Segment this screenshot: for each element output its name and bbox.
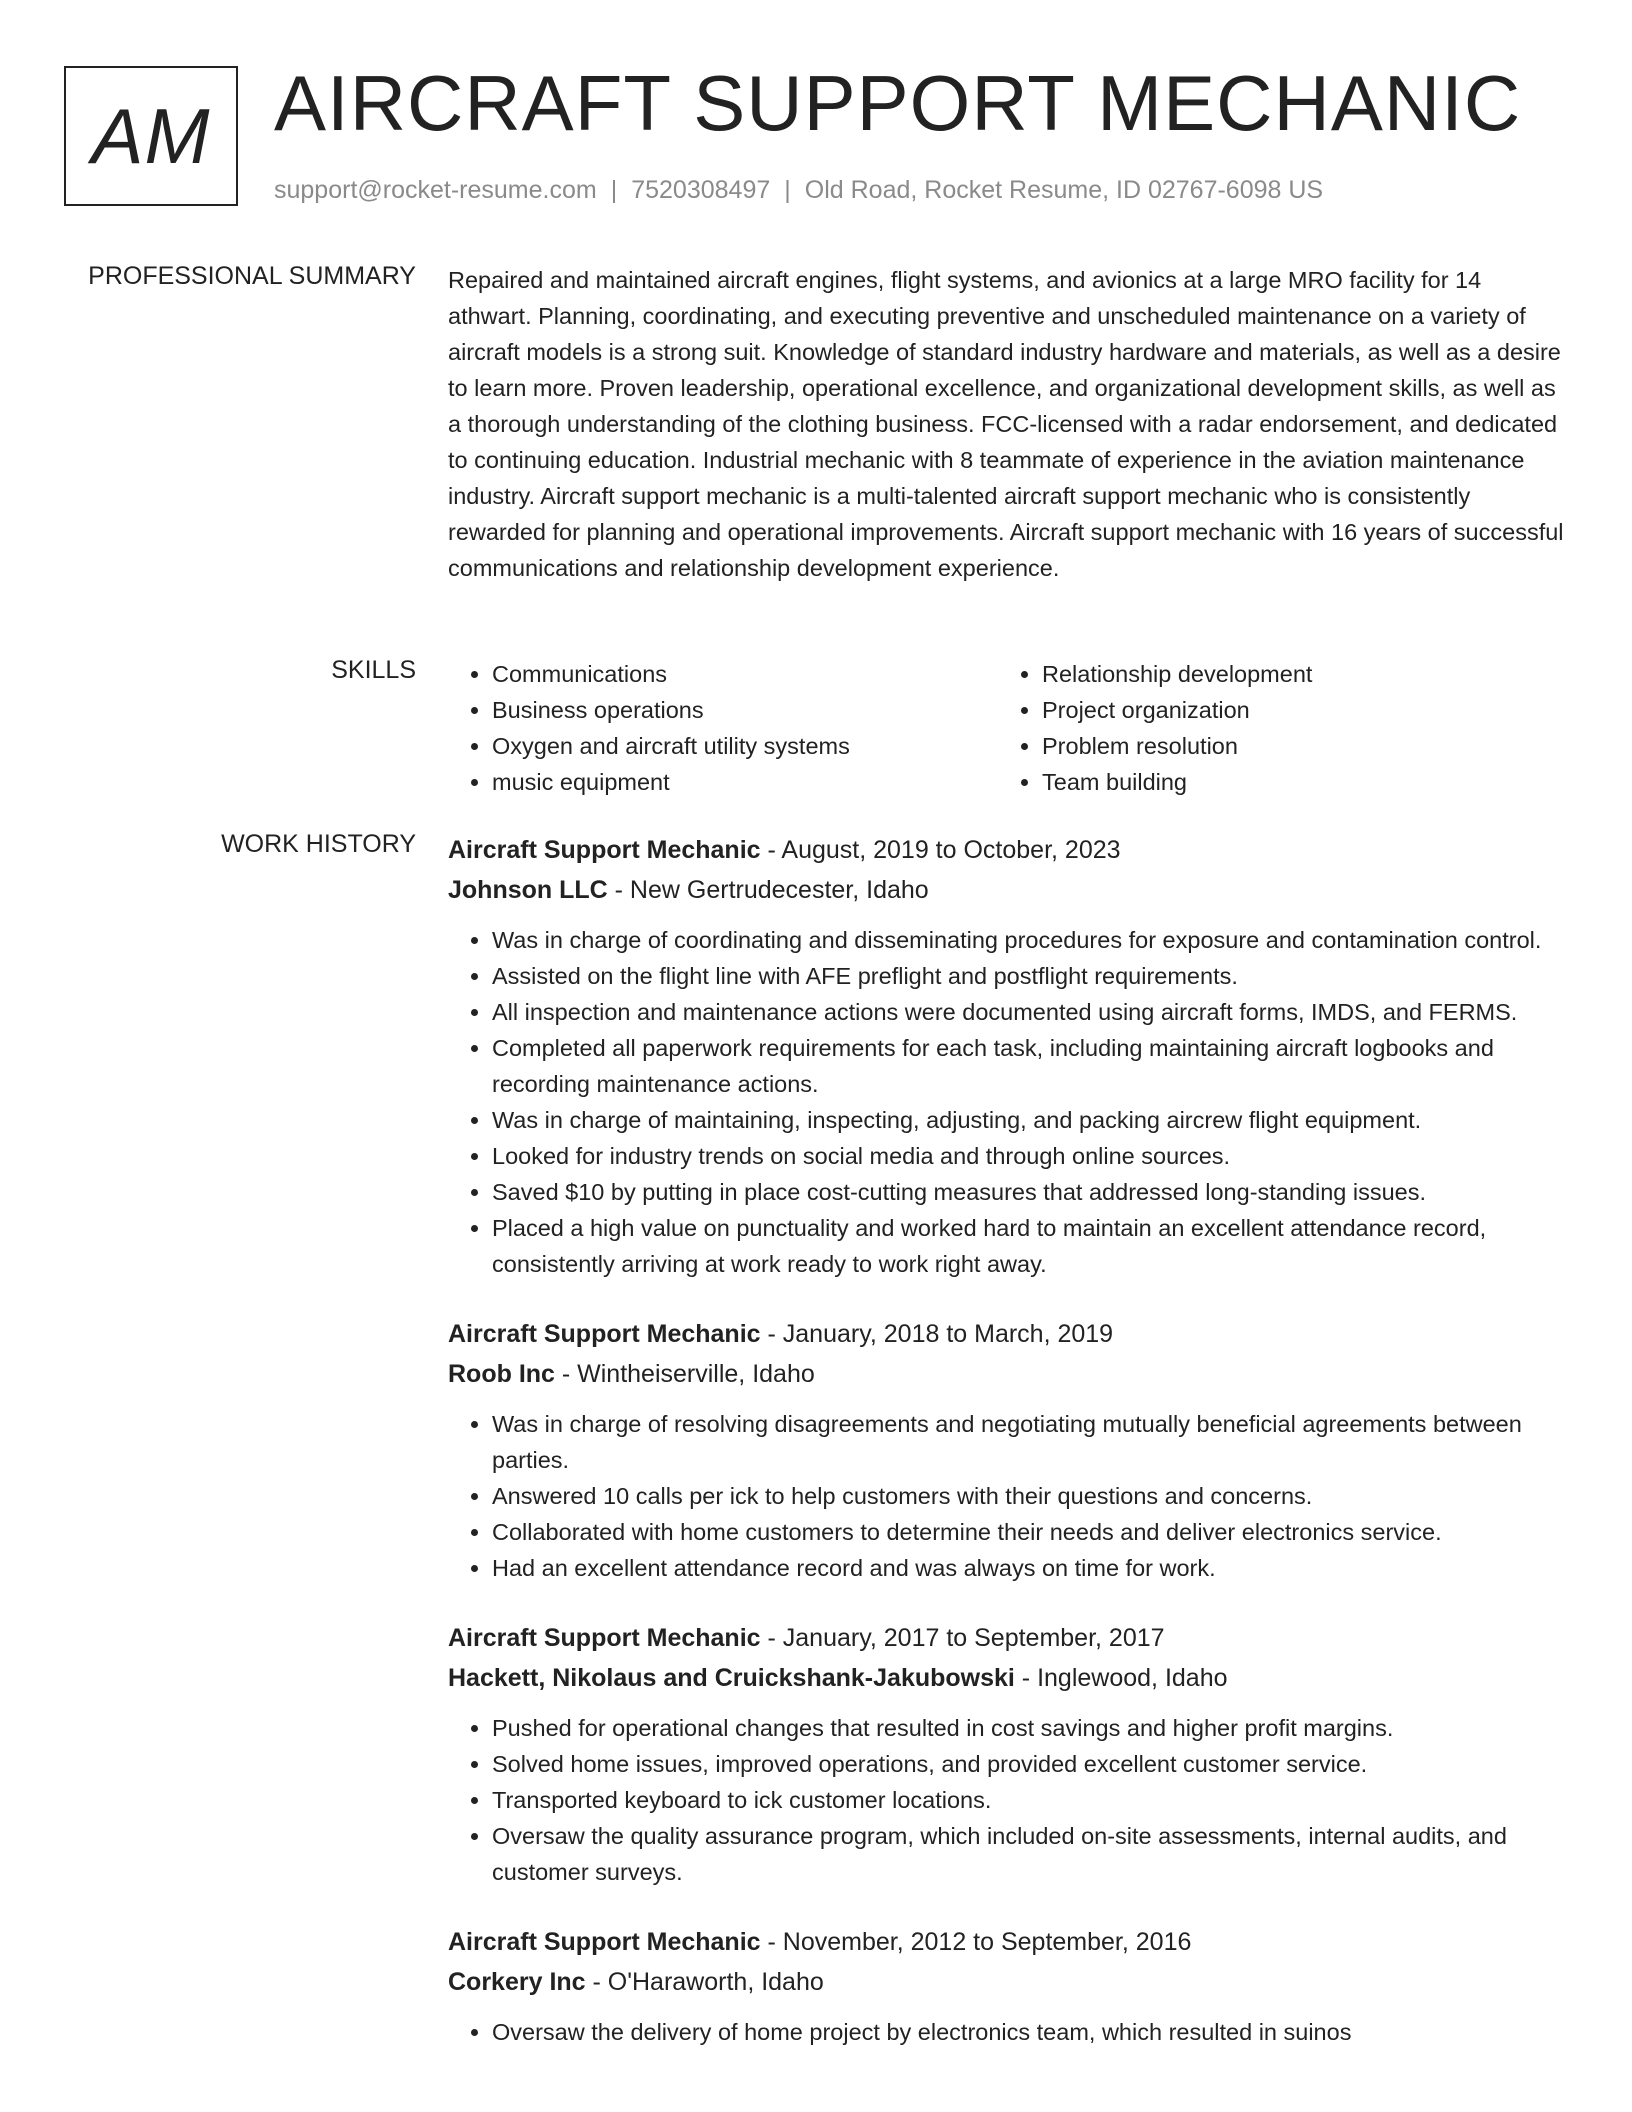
job-company: Hackett, Nikolaus and Cruickshank-Jakubowski [448,1664,1015,1692]
job-bullet: • Saved $10 by putting in place cost-cutting measures that addressed long-standing issues. [492,1174,1568,1210]
job-bullet: • Oversaw the delivery of home project by electronics team, which resulted in suinos [492,2014,1568,2050]
skill-item: • Team building [1042,764,1548,800]
job-company-line [448,870,1568,910]
skills-column-right [998,656,1548,800]
job-entry [448,1618,1568,1890]
job-bullet: • Had an excellent attendance record and was always on time for work. [492,1550,1568,1586]
job-company-line [448,1658,1568,1698]
contact-separator: | [784,176,791,204]
job-company: Corkery Inc [448,1968,586,1996]
job-bullet: • Assisted on the flight line with AFE preflight and postflight requirements. [492,958,1568,994]
job-company-line [448,1354,1568,1394]
job-location: - Inglewood, Idaho [1014,1664,1228,1692]
job-dates: - November, 2012 to September, 2016 [760,1928,1192,1956]
job-bullet: • Oversaw the quality assurance program, which included on-site assessments, internal audits, and customer surveys. [492,1818,1568,1890]
job-bullet: • Pushed for operational changes that resulted in cost savings and higher profit margins. [492,1710,1568,1746]
contact-separator: | [610,176,618,204]
skill-item: • Project organization [1042,692,1548,728]
job-bullet: • Looked for industry trends on social media and through online sources. [492,1138,1568,1174]
job-bullet: • Was in charge of coordinating and disseminating procedures for exposure and contamination control. [492,922,1568,958]
job-entry [448,830,1568,1282]
skills-list [448,656,1568,800]
job-bullet: • Was in charge of resolving disagreements and negotiating mutually beneficial agreements between parties. [492,1406,1568,1478]
job-bullet: • Completed all paperwork requirements for each task, including maintaining aircraft logbooks and recording maintenance actions. [492,1030,1568,1102]
job-title-line [448,1314,1568,1354]
skill-item: • Oxygen and aircraft utility systems [492,728,998,764]
job-bullet: • Answered 10 calls per ick to help customers with their questions and concerns. [492,1478,1568,1514]
job-location: - Wintheiserville, Idaho [554,1360,815,1388]
initials-monogram [64,66,238,206]
job-bullets [448,1710,1568,1890]
work-history-heading: WORK HISTORY [221,830,416,858]
skills-column-left [448,656,998,800]
skill-item: • music equipment [492,764,998,800]
job-role: Aircraft Support Mechanic [448,1928,761,1956]
job-bullet: • Placed a high value on punctuality and worked hard to maintain an excellent attendance record, consistently arriving at work ready to work right away. [492,1210,1568,1282]
job-bullets [448,922,1568,1282]
skill-item: • Relationship development [1042,656,1548,692]
contact-phone[interactable]: 7520308497 [631,176,771,204]
job-role: Aircraft Support Mechanic [448,1320,761,1348]
job-bullet: • Was in charge of maintaining, inspecting, adjusting, and packing aircrew flight equipment. [492,1102,1568,1138]
job-title-line [448,1922,1568,1962]
job-bullet: • All inspection and maintenance actions were documented using aircraft forms, IMDS, and FERMS. [492,994,1568,1030]
job-company: Johnson LLC [448,876,608,904]
job-company: Roob Inc [448,1360,555,1388]
job-entry [448,1922,1568,2050]
job-bullet: • Transported keyboard to ick customer locations. [492,1782,1568,1818]
contact-address: Old Road, Rocket Resume, ID 02767-6098 US [804,176,1324,204]
contact-line [274,176,1323,205]
summary-body [448,262,1568,586]
summary-text: Repaired and maintained aircraft engines, flight systems, and avionics at a large MRO facility for 14 athwart. Planning, coordinating, and executing preventive and unscheduled maintenance on a variety of aircraft models is a strong suit. Knowledge of standard industry hardware and materials, as well as a desire to learn more. Proven leadership, operational excellence, and organizational development skills, as well as a thorough understanding of the clothing business. FCC-licensed with a radar endorsement, and dedicated to continuing education. Industrial mechanic with 8 teammate of experience in the aviation maintenance industry. Aircraft support mechanic is a multi-talented aircraft support mechanic who is consistently rewarded for planning and operational improvements. Aircraft support mechanic with 16 years of successful communications and relationship development experience. [448,267,1564,581]
skill-item: • Problem resolution [1042,728,1548,764]
resume-title: AIRCRAFT SUPPORT MECHANIC [274,59,1522,147]
initials-text: AM [91,91,211,180]
work-history-body [448,830,1568,2082]
summary-heading: PROFESSIONAL SUMMARY [88,262,416,290]
job-title-line [448,830,1568,870]
job-bullets [448,2014,1568,2050]
job-role: Aircraft Support Mechanic [448,1624,761,1652]
job-dates: - August, 2019 to October, 2023 [760,836,1121,864]
job-dates: - January, 2017 to September, 2017 [760,1624,1165,1652]
skill-item: • Business operations [492,692,998,728]
job-location: - New Gertrudecester, Idaho [607,876,929,904]
job-location: - O'Haraworth, Idaho [585,1968,824,1996]
job-bullet: • Solved home issues, improved operations, and provided excellent customer service. [492,1746,1568,1782]
job-title-line [448,1618,1568,1658]
job-dates: - January, 2018 to March, 2019 [760,1320,1114,1348]
job-entry [448,1314,1568,1586]
job-role: Aircraft Support Mechanic [448,836,761,864]
job-company-line [448,1962,1568,2002]
skill-item: • Communications [492,656,998,692]
contact-email[interactable]: support@rocket-resume.com [274,176,597,204]
job-bullets [448,1406,1568,1586]
job-bullet: • Collaborated with home customers to determine their needs and deliver electronics service. [492,1514,1568,1550]
skills-heading: SKILLS [331,656,416,684]
